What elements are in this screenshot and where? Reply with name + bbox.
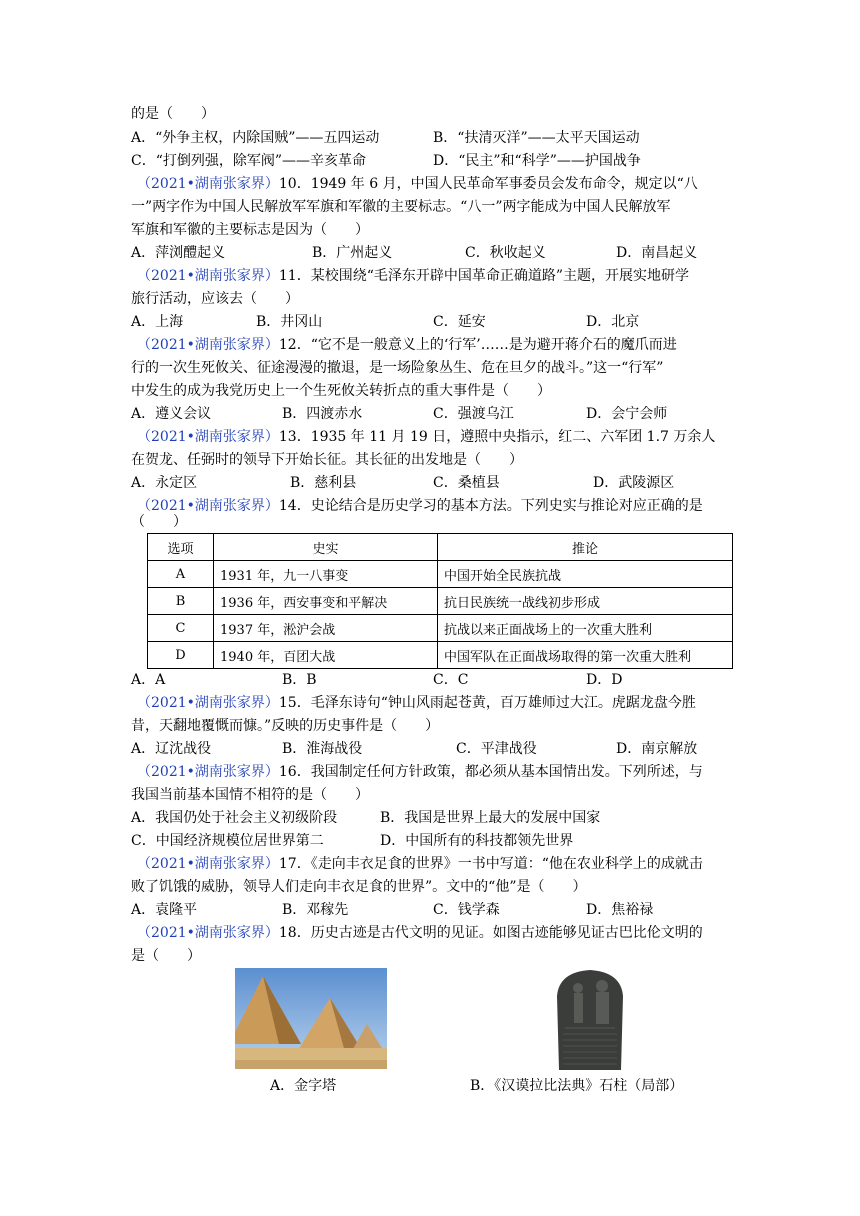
table-row [148, 561, 733, 588]
q13-option-c[interactable]: C．桑植县 [433, 475, 500, 491]
q10-option-b[interactable]: B．广州起义 [312, 245, 393, 261]
q10-stem-line3: 军旗和军徽的主要标志是因为（ ） [131, 222, 369, 238]
q15-stem-line1: （2021•湖南张家界）15．毛泽东诗句“钟山风雨起苍黄，百万雄师过大江。虎踞龙盘今胜 [137, 695, 696, 711]
table-cell: A [148, 561, 214, 588]
q15-option-c[interactable]: C．平津战役 [456, 741, 537, 757]
q18-stem-line2: 是（ ） [131, 948, 201, 964]
q14-option-b[interactable]: B．B [282, 672, 317, 688]
table-cell: 1931 年，九一八事变 [214, 561, 438, 588]
table-cell: B [148, 588, 214, 615]
q16-stem-line1: （2021•湖南张家界）16．我国制定任何方针政策，都必须从基本国情出发。下列所述，与 [137, 764, 703, 780]
q10-source: （2021•湖南张家界） [137, 176, 279, 192]
q10-option-d[interactable]: D．南昌起义 [616, 245, 698, 261]
q11-stem-line2: 旅行活动，应该去（ ） [131, 291, 299, 307]
q11-option-a[interactable]: A．上海 [131, 314, 184, 330]
table-row [148, 588, 733, 615]
q12-stem-line2: 行的一次生死攸关、征途漫漫的撤退，是一场险象丛生、危在旦夕的战斗。”这一“行军” [131, 360, 664, 376]
pyramids-photo[interactable] [235, 968, 387, 1069]
q12-option-b[interactable]: B．四渡赤水 [282, 406, 363, 422]
q11-stem-line1: （2021•湖南张家界）11．某校围绕“毛泽东开辟中国革命正确道路”主题，开展实地研学 [137, 268, 690, 284]
table-cell: 抗战以来正面战场上的一次重大胜利 [438, 615, 733, 642]
q17-option-a[interactable]: A．袁隆平 [131, 902, 198, 918]
q15-option-d[interactable]: D．南京解放 [616, 741, 698, 757]
q11-option-c[interactable]: C．延安 [433, 314, 486, 330]
q17-option-b[interactable]: B．邓稼先 [282, 902, 349, 918]
q13-option-b[interactable]: B．慈利县 [290, 475, 357, 491]
q14-option-a[interactable]: A．A [131, 672, 166, 688]
q13-stem-line2: 在贺龙、任弼时的领导下开始长征。其长征的出发地是（ ） [131, 452, 523, 468]
table-cell: 1940 年，百团大战 [214, 642, 438, 669]
q10-stem-line2: 一”两字作为中国人民解放军军旗和军徽的主要标志。“八一”两字能成为中国人民解放军 [131, 199, 671, 215]
table-cell: 抗日民族统一战线初步形成 [438, 588, 733, 615]
q13-option-a[interactable]: A．永定区 [131, 475, 198, 491]
table-row [148, 615, 733, 642]
q17-stem-line2: 败了饥饿的威胁，领导人们走向丰衣足食的世界”。文中的“他”是（ ） [131, 879, 587, 895]
q9-option-d[interactable]: D．“民主”和“科学”——护国战争 [433, 153, 641, 169]
q9-stem-end: 的是（ ） [131, 106, 215, 122]
q14-option-d[interactable]: D．D [586, 672, 623, 688]
table-cell: 1936 年，西安事变和平解决 [214, 588, 438, 615]
q17-option-c[interactable]: C．钱学森 [433, 902, 500, 918]
q12-stem-line1: （2021•湖南张家界）12．“它不是一般意义上的‘行军’……是为避开蒋介石的魔爪而进 [137, 337, 677, 353]
q12-option-a[interactable]: A．遵义会议 [131, 406, 212, 422]
table-cell: 中国开始全民族抗战 [438, 561, 733, 588]
q12-stem-line3: 中发生的成为我党历史上一个生死攸关转折点的重大事件是（ ） [131, 383, 551, 399]
q9-option-a[interactable]: A．“外争主权，内除国贼”——五四运动 [131, 130, 380, 146]
q10-stem-line1: （2021•湖南张家界）10．1949 年 6 月，中国人民革命军事委员会发布命令，规定以“八 [137, 176, 698, 192]
hammurabi-stele-photo[interactable] [553, 968, 627, 1070]
q16-option-a[interactable]: A．我国仍处于社会主义初级阶段 [131, 810, 338, 826]
q16-option-b[interactable]: B．我国是世界上最大的发展中国家 [380, 810, 601, 826]
table-header: 推论 [438, 534, 733, 561]
q14-option-c[interactable]: C．C [433, 672, 469, 688]
q17-option-d[interactable]: D．焦裕禄 [586, 902, 654, 918]
q16-option-c[interactable]: C．中国经济规模位居世界第二 [131, 833, 324, 849]
q15-option-b[interactable]: B．淮海战役 [282, 741, 363, 757]
q18-caption-b: B．《汉谟拉比法典》石柱（局部） [470, 1078, 684, 1094]
q11-option-d[interactable]: D．北京 [586, 314, 640, 330]
table-cell: C [148, 615, 214, 642]
q12-option-d[interactable]: D．会宁会师 [586, 406, 668, 422]
q11-option-b[interactable]: B．井冈山 [256, 314, 323, 330]
table-header: 选项 [148, 534, 214, 561]
q10-option-a[interactable]: A．萍浏醴起义 [131, 245, 226, 261]
table-header-row [148, 534, 733, 561]
q10-option-c[interactable]: C．秋收起义 [465, 245, 546, 261]
q14-stem-line2: （ ） [131, 514, 187, 530]
q12-option-c[interactable]: C．强渡乌江 [433, 406, 514, 422]
q17-stem-line1: （2021•湖南张家界）17．《走向丰衣足食的世界》一书中写道：“他在农业科学上的成就击 [137, 856, 703, 872]
q14-stem-line1: （2021•湖南张家界）14．史论结合是历史学习的基本方法。下列史实与推论对应正确的是 [137, 498, 703, 514]
q18-stem-line1: （2021•湖南张家界）18．历史古迹是古代文明的见证。如图古迹能够见证古巴比伦文明的 [137, 925, 703, 941]
table-cell: 中国军队在正面战场取得的第一次重大胜利 [438, 642, 733, 669]
q14-table [147, 533, 733, 669]
q15-stem-line2: 昔，天翻地覆慨而慷。”反映的历史事件是（ ） [131, 718, 440, 734]
q9-option-b[interactable]: B．“扶清灭洋”——太平天国运动 [433, 130, 640, 146]
q16-stem-line2: 我国当前基本国情不相符的是（ ） [131, 787, 369, 803]
table-header: 史实 [214, 534, 438, 561]
q16-option-d[interactable]: D．中国所有的科技都领先世界 [380, 833, 574, 849]
q13-stem-line1: （2021•湖南张家界）13．1935 年 11 月 19 日，遵照中央指示，红二、六军团 1.7 万余人 [137, 429, 716, 445]
table-cell: 1937 年，淞沪会战 [214, 615, 438, 642]
q13-option-d[interactable]: D．武陵源区 [593, 475, 675, 491]
q15-option-a[interactable]: A．辽沈战役 [131, 741, 212, 757]
table-cell: D [148, 642, 214, 669]
table-row [148, 642, 733, 669]
q9-option-c[interactable]: C．“打倒列强，除军阀”——辛亥革命 [131, 153, 367, 169]
q18-caption-a: A．金字塔 [270, 1078, 337, 1094]
